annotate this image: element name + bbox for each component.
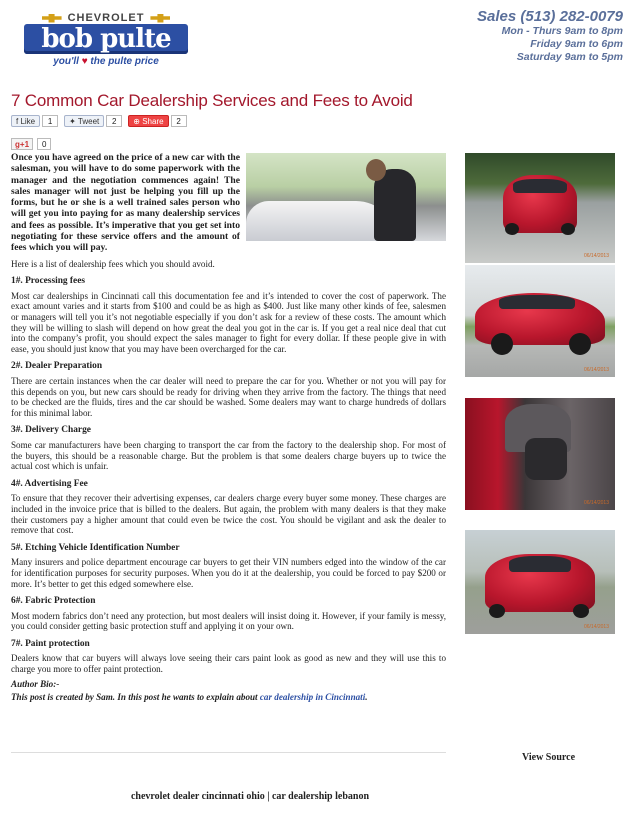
hours-saturday: Saturday 9am to 5pm	[516, 51, 623, 63]
dealer-name: bob pulte	[24, 24, 188, 54]
section-heading: 3#. Delivery Charge	[11, 425, 91, 436]
author-bio-text: This post is created by Sam. In this post he wants to explain about	[11, 692, 258, 703]
section-text: There are certain instances when the car dealer will need to prepare the car for you. Whether or not you will pay for this depends on you, but new cars should be ready for driving when they arrive from the factory. The things that need to be checked are the fluids, tires and the car should be washed. Some dealers may want to charge hundreds of dollars for this minimal labor.	[11, 376, 446, 418]
heart-icon: ♥	[81, 56, 88, 67]
section-text: Dealers know that car buyers will always love seeing their cars paint look as good as new and they will use this to charge you more to offer paint protection.	[11, 653, 446, 675]
mechanic-photo	[246, 153, 446, 241]
divider	[11, 752, 446, 753]
section-text: Some car manufacturers have been charging to transport the car from the factory to the dealership shop. For most of the buyers, this should be a reasonable charge. But the problem is that some dealers charge buyers up to twice the actual cost which is unfair.	[11, 439, 446, 472]
tire	[573, 604, 589, 618]
seat	[525, 438, 567, 480]
chevrolet-bowtie-icon	[150, 14, 170, 23]
tire	[505, 223, 519, 235]
gplus-icon: g	[15, 140, 20, 149]
section-text: To ensure that they recover their advertising expenses, car dealers charge every buyer some money. These charges are included in the invoice price that is billed to the dealers. But again, the problem with many dealers is that they make their customers pay a higher amount that could even be twice the cost. You should be vigilant and ask the dealer to remove that cost.	[11, 493, 446, 536]
photo-date-stamp: 06/14/2013	[583, 500, 609, 506]
car-photo-angle	[465, 530, 615, 634]
photo-date-stamp: 06/14/2013	[583, 624, 609, 630]
car-dealership-link[interactable]: car dealership in Cincinnati	[259, 692, 366, 703]
facebook-like-button[interactable]: f Like	[11, 115, 40, 127]
car-photo-interior	[465, 398, 615, 510]
tire	[489, 604, 505, 618]
share-bar	[11, 115, 187, 127]
windshield	[509, 556, 571, 572]
author-bio-label: Author Bio:-	[11, 678, 60, 689]
gplus-count: 0	[37, 138, 51, 150]
contact-info	[477, 8, 623, 64]
tweet-count: 2	[106, 115, 122, 127]
photo-date-stamp: 06/14/2013	[583, 367, 609, 373]
twitter-tweet[interactable]	[64, 115, 122, 127]
mechanic-head	[366, 159, 386, 181]
section-text: Most modern fabrics don’t need any protection, but most dealers will insist doing it. However, if your family is messy, you could consider getting basic protection stuff and applying it on your own.	[11, 610, 446, 632]
facebook-icon: f	[16, 117, 21, 126]
gplus-button[interactable]: g+1	[11, 138, 33, 150]
tweet-button[interactable]: ✦ Tweet	[64, 115, 104, 127]
chevrolet-bowtie-icon	[42, 14, 62, 23]
section-heading: 2#. Dealer Preparation	[11, 361, 103, 372]
author-bio: This post is created by Sam. In this post he wants to explain about car dealership in Cincinnati.	[11, 692, 368, 703]
section-heading: 5#. Etching Vehicle Identification Number	[11, 542, 180, 553]
facebook-like[interactable]	[11, 115, 58, 127]
share-button[interactable]: ⊕ Share	[128, 115, 168, 127]
share-count: 2	[171, 115, 187, 127]
section-text: Most car dealerships in Cincinnati call this documentation fee and it’s intended to cover the cost of paperwork. The exact amount varies and it starts from $100 and could be as high as $400. Just like many other kinds of fee, salesmen or managers will tell you it’s not negotiable especially if you don’t ask for a review of these costs. The amount which they will be willing to slash will depend on how great the deal you got in the car is. If you get a real nice deal that cut into the company’s profit, you should expect the sales manager to fight for every dollar. If these people give in with ease, you should just know that you may have been overcharged for the car.	[11, 290, 446, 354]
hours-friday: Friday 9am to 6pm	[530, 38, 623, 50]
gplus-widget[interactable]	[11, 138, 51, 150]
tagline-left: you'll	[53, 56, 79, 67]
twitter-icon: ✦	[69, 117, 78, 126]
photo-date-stamp: 06/14/2013	[583, 253, 609, 259]
tire	[561, 223, 575, 235]
section-text: Many insurers and police department encourage car buyers to get their VIN numbers edged into the window of the car for identification purposes for security purposes. When you do it at the dealership, you could be forced to pay $200 or more. It’s better to get this edged somewhere else.	[11, 557, 446, 589]
car-photo-front	[465, 153, 615, 263]
like-count: 1	[42, 115, 58, 127]
section-heading: 6#. Fabric Protection	[11, 596, 96, 607]
tire	[491, 333, 513, 355]
windshield	[513, 179, 567, 193]
sales-phone[interactable]: Sales (513) 282-0079	[477, 8, 623, 25]
section-heading: 4#. Advertising Fee	[11, 478, 88, 489]
brand-text: CHEVROLET	[67, 12, 145, 24]
share-widget[interactable]	[128, 115, 186, 127]
page-title: 7 Common Car Dealership Services and Fees to Avoid	[11, 91, 413, 110]
hours-weekday: Mon - Thurs 9am to 8pm	[501, 25, 623, 37]
section-heading: 7#. Paint protection	[11, 638, 90, 649]
view-source-link[interactable]: View Source	[522, 752, 576, 763]
dealer-logo[interactable]	[22, 10, 190, 70]
tagline	[22, 56, 190, 67]
section-heading: 1#. Processing fees	[11, 276, 86, 287]
car-photo-side	[465, 265, 615, 377]
tagline-right: the pulte price	[90, 56, 159, 67]
article-body	[11, 152, 446, 703]
share-icon: ⊕	[133, 117, 143, 126]
side-windows	[499, 295, 575, 309]
lead-paragraph: Here is a list of dealership fees which you should avoid.	[11, 258, 215, 269]
footer-links[interactable]: chevrolet dealer cincinnati ohio | car dealership lebanon	[130, 791, 370, 802]
tire	[569, 333, 591, 355]
intro-paragraph: Once you have agreed on the price of a new car with the salesman, you will have to do some paperwork with the manager and the negotiation commences again! The sales manager will not just be helping you fill up the forms, but he or she is a well trained sales person who will get you into paying for as many dealership services and fees as possible. It’s imperative that you get set into negotiating for these service offers and the amount of fees which you will pay.	[11, 152, 240, 254]
